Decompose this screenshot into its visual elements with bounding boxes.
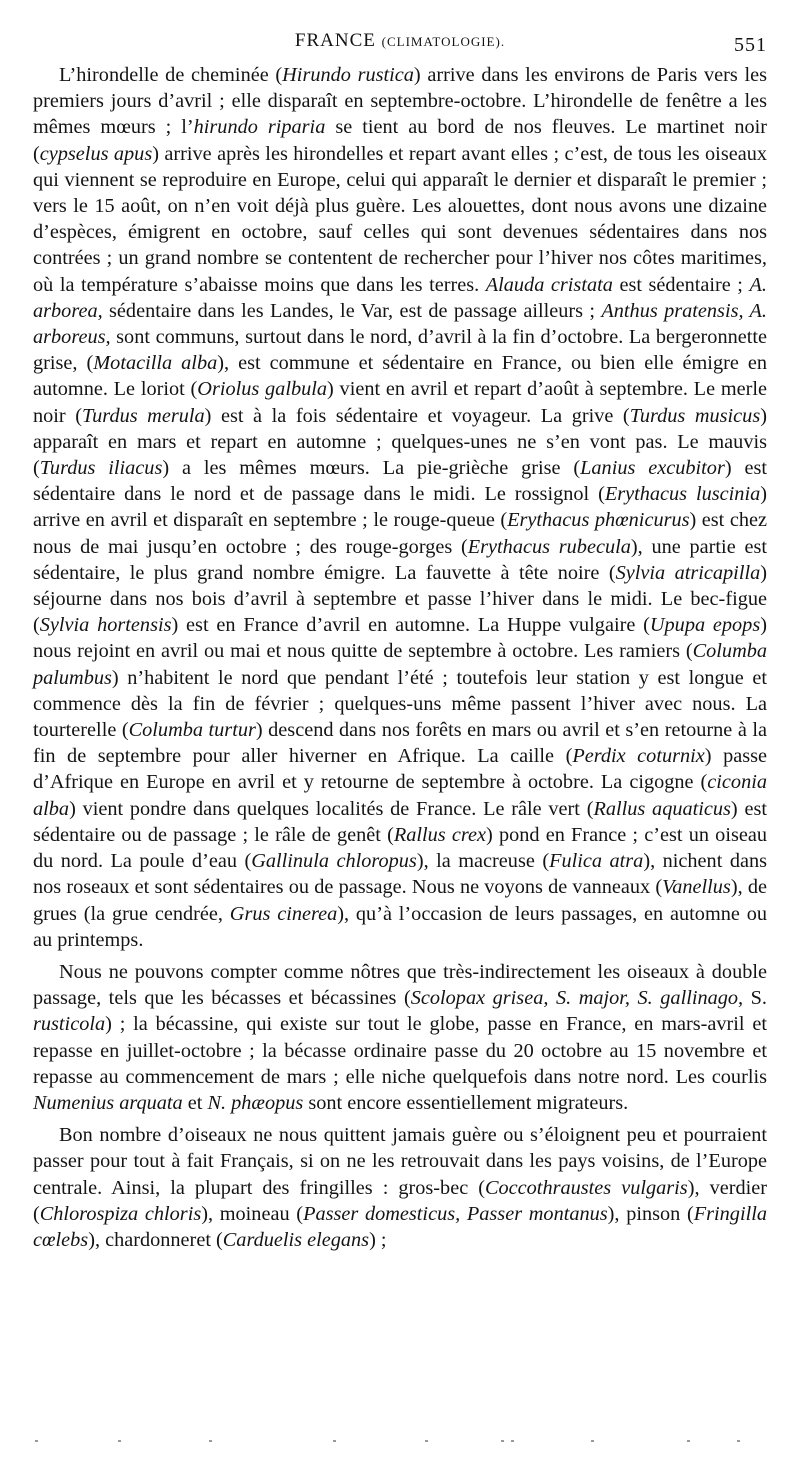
text-run: ) passe d’Afrique en Europe en avril et y retourne de septembre à octobre. La cigogne ( <box>33 745 767 794</box>
header-title <box>295 30 505 52</box>
species-name: Erythacus luscinia <box>604 483 761 506</box>
text-run: ) est chez nous de mai jusqu’en octobre ; des rouge-gorges ( <box>33 509 767 558</box>
body-text <box>33 62 767 1253</box>
species-name: Passer domesticus, Passer montanus <box>303 1202 608 1225</box>
species-name: Oriolus galbula <box>197 378 328 401</box>
text-run: ) est à la fois sédentaire et voyageur. La grive ( <box>204 404 630 427</box>
species-name: Hirundo rustica <box>282 64 414 86</box>
text-run: ) ; la bécassine, qui existe sur tout le globe, passe en France, en mars-avril et repasse en juillet-octobre ; la bécasse ordinaire passe du 20 octobre au 15 novembre et repasse au commencement de mars ; elle niche quelquefois dans notre nord. Les courlis <box>33 1013 767 1088</box>
species-name: Perdix coturnix <box>572 745 705 768</box>
species-name: hirundo riparia <box>193 116 326 139</box>
text-run: ) est sédentaire dans le nord et de passage dans le midi. Le rossignol ( <box>33 457 768 506</box>
paragraph-migrating-birds <box>33 62 767 953</box>
text-run: ) est en France d’avril en automne. La Huppe vulgaire ( <box>171 614 650 637</box>
running-header <box>33 30 767 62</box>
text-run: ) est sédentaire ou de passage ; le râle de genêt ( <box>33 797 767 846</box>
species-name: Turdus musicus <box>629 404 761 427</box>
species-name: Columba palumbus <box>33 640 767 689</box>
text-run: ) descend dans nos forêts en mars ou avril et s’en retourne à la fin de septembre pour aller hiverner en Afrique. La caille ( <box>33 719 767 768</box>
species-name: N. phæopus <box>207 1091 304 1114</box>
text-run: ), de grues (la grue cendrée, <box>33 876 767 925</box>
species-name: Numenius arquata <box>33 1091 183 1114</box>
species-name: Carduelis elegans <box>222 1228 370 1251</box>
species-name: Scolopax grisea, S. major, S. gallinago, <box>410 987 744 1010</box>
text-run: se tient au bord de nos fleuves. Le martinet noir ( <box>33 116 768 165</box>
species-name: Coccothraustes vulgaris <box>485 1176 688 1199</box>
species-name: Fringilla cœlebs <box>33 1202 767 1251</box>
text-run: ), une partie est sédentaire, le plus grand nombre émigre. La fauvette à tête noire ( <box>33 535 767 584</box>
header-title-text: FRANCE <box>294 30 376 51</box>
species-name: Grus cinerea <box>229 902 338 925</box>
paragraph-double-passage-birds <box>33 959 767 1116</box>
species-name: rusticola <box>33 1013 106 1036</box>
text-run: L’hirondelle de cheminée ( <box>59 64 283 86</box>
species-name: Rallus crex <box>393 823 487 846</box>
species-name: Columba turtur <box>128 719 256 742</box>
species-name: Erythacus phœnicurus <box>507 509 690 532</box>
species-name: Vanellus <box>662 876 731 899</box>
text-run: ) n’habitent le nord que pendant l’été ; toutefois leur station y est longue et commence dès la fin de février ; quelques-uns même passent l’hiver avec nous. La tourterelle ( <box>33 666 767 742</box>
header-subtitle: (CLIMATOLOGIE). <box>381 34 506 49</box>
text-run: ) a les mêmes mœurs. La pie-grièche grise ( <box>162 457 581 480</box>
text-run: ), qu’à l’occasion de leurs passages, en automne ou au printemps. <box>33 902 767 951</box>
text-run: ), est commune et sédentaire en France, ou bien elle émigre en automne. Le loriot ( <box>33 352 768 401</box>
species-name: Turdus iliacus <box>39 457 163 480</box>
species-name: Anthus pratensis, A. arboreus, <box>33 299 767 349</box>
species-name: Upupa epops <box>649 614 761 637</box>
species-name: ciconia alba <box>33 771 767 820</box>
text-run: sont communs, surtout dans le nord, d’avril à la fin d’octobre. La bergeronnette grise, ( <box>33 326 767 375</box>
text-run: ) nous rejoint en avril ou mai et nous quitte de septembre à octobre. Les ramiers ( <box>33 614 767 663</box>
page-number: 551 <box>734 34 767 56</box>
text-run: ), pinson ( <box>607 1202 694 1225</box>
species-name: Rallus aquaticus <box>593 797 731 820</box>
text-run: ) apparaît en mars et repart en automne ; quelques-unes ne s’en vont pas. Le mauvis ( <box>33 404 767 480</box>
paragraph-resident-birds <box>33 1122 767 1253</box>
text-run: ) pond en France ; c’est un oiseau du nord. La poule d’eau ( <box>33 823 767 873</box>
species-name: Motacilla alba <box>93 352 218 375</box>
text-run: ), chardonneret ( <box>88 1228 223 1251</box>
text-run: sédentaire dans les Landes, le Var, est de passage ailleurs ; <box>102 299 602 322</box>
text-run: ), moineau ( <box>201 1202 304 1225</box>
text-run: ) ; <box>369 1228 387 1251</box>
text-run: et <box>182 1091 208 1114</box>
species-name: Chlorospiza chloris <box>39 1202 202 1225</box>
text-run: ) vient pondre dans quelques localités de France. Le râle vert ( <box>69 797 594 820</box>
text-run: ) vient en avril et repart d’août à septembre. Le merle noir ( <box>33 378 768 427</box>
text-run: sont encore essentiellement migrateurs. <box>303 1091 629 1114</box>
text-run: Bon nombre d’oiseaux ne nous quittent jamais guère ou s’éloignent peu et pourraient passer pour tout à fait Français, si on ne les retrouvait dans les pays voisins, de l’Europe centrale. Ainsi, la plupart des fringilles : gros-bec ( <box>33 1124 767 1199</box>
species-name: Alauda cristata <box>485 273 613 296</box>
text-run: ), verdier ( <box>33 1176 767 1225</box>
text-run: ) arrive en avril et disparaît en septembre ; le rouge-queue ( <box>33 483 767 532</box>
text-run: ) arrive après les hirondelles et repart avant elles ; c’est, de tous les oiseaux qui viennent se reproduire en Europe, celui qui apparaît le dernier et disparaît le premier ; vers le 15 août, on n’en voit déjà plus guère. Les alouettes, dont nous avons une dizaine d’espèces, émigrent en octobre, sauf celles qui sont devenues sédentaires dans nos contrées ; un grand nombre se contentent de rechercher pour l’hiver nos côtes maritimes, où la température s’abaisse moins que dans les terres. <box>33 142 767 296</box>
text-run: ) séjourne dans nos bois d’avril à septembre et passe l’hiver dans le midi. Le bec-figue ( <box>33 561 767 637</box>
species-name: Sylvia atricapilla <box>615 561 761 584</box>
text-run: S. <box>743 987 768 1010</box>
species-name: A. arborea, <box>33 273 767 322</box>
species-name: Sylvia hortensis <box>39 614 172 637</box>
scan-noise-marks <box>33 1440 767 1444</box>
species-name: Gallinula chloropus <box>251 850 417 873</box>
page <box>33 30 767 1253</box>
text-run: ) arrive dans les environs de Paris vers les premiers jours d’avril ; elle disparaît en septembre-octobre. L’hirondelle de fenêtre a les mêmes mœurs ; l’ <box>33 64 767 139</box>
text-run: est sédentaire ; <box>612 273 750 296</box>
species-name: Erythacus rubecula <box>467 535 631 558</box>
text-run: ), nichent dans nos roseaux et sont sédentaires ou de passage. Nous ne voyons de vanneaux ( <box>33 850 767 899</box>
species-name: Turdus merula <box>82 404 205 427</box>
species-name: Lanius excubitor <box>580 457 725 480</box>
species-name: cypselus apus <box>39 142 153 165</box>
species-name: Fulica atra <box>549 850 644 873</box>
text-run: Nous ne pouvons compter comme nôtres que très-indirectement les oiseaux à double passage, tels que les bécasses et bécassines ( <box>33 960 767 1010</box>
text-run: ), la macreuse ( <box>416 850 550 873</box>
